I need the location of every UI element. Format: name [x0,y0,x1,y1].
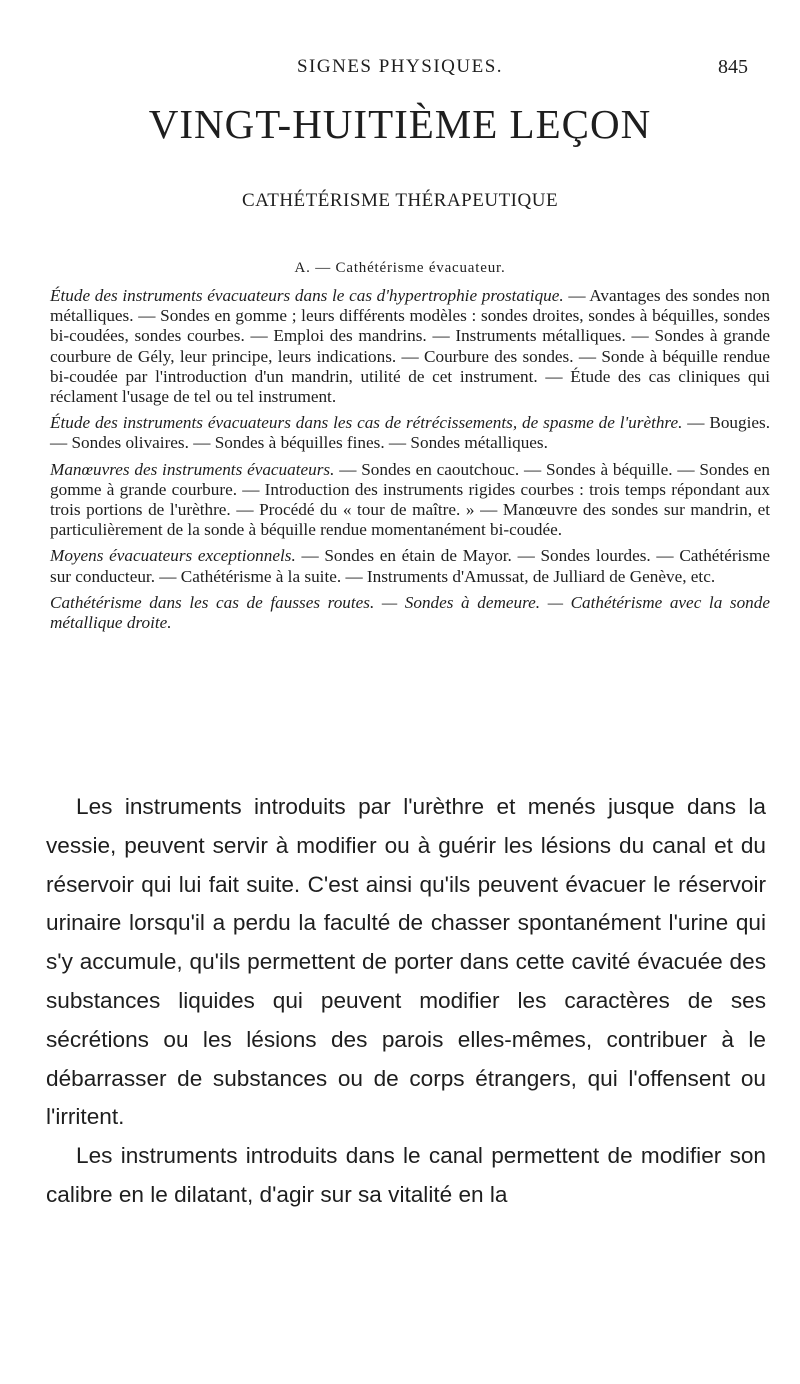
lesson-subtitle: CATHÉTÉRISME THÉRAPEUTIQUE [241,190,559,211]
section-heading: A. — Cathétérisme évacuateur. [294,260,506,276]
summary-text: — Sondes en étain de Mayor. — Sondes lourdes. — Cathétérisme sur conducteur. — Cathétérisme à la suite. — Instruments d'Amussat, de Julliard de Genève, etc. [50,546,771,586]
body-paragraph: Les instruments introduits dans le canal permettent de modifier son calibre en le dilatant, d'agir sur sa vitalité en la [46,1143,766,1207]
summary-lead: Moyens évacuateurs exceptionnels. [50,546,296,566]
running-head [0,52,800,82]
summary-lead: Manœuvres des instruments évacuateurs. [50,459,335,479]
summary-paragraph [50,460,770,541]
lesson-title: VINGT-HUITIÈME LEÇON [148,101,652,147]
summary-text: — Bougies. — Sondes olivaires. — Sondes à béquilles fines. — Sondes métalliques. [50,413,770,453]
summary-paragraph [50,286,770,407]
summary-paragraph [50,413,770,453]
summary-lead: Cathétérisme dans les cas de fausses routes. — Sondes à demeure. — Cathétérisme avec la sonde métallique droite. [50,592,770,633]
summary-lead: Étude des instruments évacuateurs dans le cas d'hypertrophie prostatique. [50,286,564,305]
summary-text: — Avantages des sondes non métalliques. — Sondes en gomme ; leurs différents modèles : sondes droites, sondes à béquilles, sondes bi-coudées, sondes courbes. — Emploi des mandrins. — Instruments métalliques. — Sondes à grande courbure de Gély, leur principe, leurs indications. — Courbure des sondes. — Sonde à béquille rendue bi-coudée par l'introduction d'un mandrin, utilité de cet instrument. — Étude des cas cliniques qui réclament l'usage de tel ou tel instrument. [50,286,770,407]
running-title: SIGNES PHYSIQUES. [296,56,504,77]
body-text [46,788,766,1215]
body-paragraph: Les instruments introduits par l'urèthre et menés jusque dans la vessie, peuvent servir à modifier ou à guérir les lésions du canal et du réservoir qui lui fait suite. C'est ainsi qu'ils peuvent évacuer le réservoir urinaire lorsqu'il a perdu la faculté de chasser spontanément l'urine qui s'y accumule, qu'ils permettent de porter dans cette cavité évacuée des substances liquides qui peuvent modifier les caractères de ses sécrétions ou les lésions des parois elles-mêmes, contribuer à le débarrasser de substances ou de corps étrangers, qui l'offensent ou l'irritent. [46,794,766,1130]
summary-lead: Étude des instruments évacuateurs dans les cas de rétrécissements, de spasme de l'urèthre. [50,413,683,433]
summary-text: — Sondes en caoutchouc. — Sondes à béquille. — Sondes en gomme à grande courbure. — Introduction des instruments rigides courbes : trois temps répondant aux trois portions de l'urèthre. — Procédé du « tour de maître. » — Manœuvre des sondes sur mandrin, et particulièrement de la sonde à béquille rendue momentanément bi-coudée. [50,459,770,540]
summary-paragraph [50,593,770,633]
summary-paragraph [50,546,770,586]
page-number: 845 [718,56,748,78]
lesson-summary [50,286,770,639]
